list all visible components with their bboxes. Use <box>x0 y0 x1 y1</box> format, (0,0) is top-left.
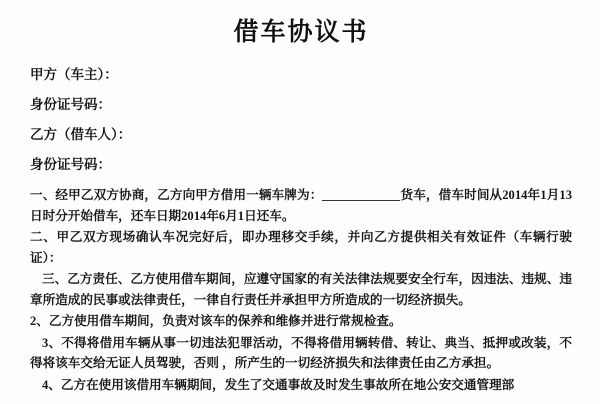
clause-6 <box>30 375 572 396</box>
clause-5-line-1: 3、不得将借用车辆从事一切违法犯罪活动，不得将借用辆转借、转让、典当、抵押或改装，不得将该车交给无证人员驾驶，否则 ，所产生的一切经济损失和法律责任由乙方承担。 <box>30 335 572 370</box>
clause-4 <box>30 311 572 332</box>
clause-3 <box>30 269 572 310</box>
party-b-id-label: 身份证号码： <box>30 157 111 172</box>
clause-2 <box>30 227 572 268</box>
clause-5 <box>30 333 572 374</box>
party-a-id-label: 身份证号码： <box>30 97 111 112</box>
clause-3-line-1: 三、乙方责任、乙方使用借车期间，应遵守国家的有关法律法规要安全行车，因违法、违规、违章所造成的民事或法律责任，一律自行责任并承担甲方所造成的一切经济损失。 <box>30 272 572 307</box>
clause-2-line-1: 二、甲乙双方现场确认车况完好后，即办理移交手续，并向乙方提供相关有效证件（车辆行驶证）： <box>30 230 572 265</box>
party-b-label: 乙方（借车人）： <box>30 127 132 142</box>
party-a-label: 甲方（车主）： <box>30 67 118 82</box>
clause-1-line-1: 一、经甲乙双方协商，乙方向甲方借用一辆车牌为： <box>30 188 323 202</box>
page-title: 借车协议书 <box>233 19 369 46</box>
clause-6-line-1: 4、乙方在使用该借用车辆期间，发生了交通事故及时发生事故所在地公安交通管理部 <box>42 377 515 392</box>
blank-field-plate-number[interactable] <box>322 200 400 201</box>
clause-4-line-1: 2、乙方使用借车期间，负责对该车的保养和维修并进行常规检查。 <box>30 314 402 328</box>
clause-1-line-2: 货车，借车时间从2014年1月13日时分开始借车，还车日期2014年6月1日还车。 <box>30 188 573 223</box>
clause-1 <box>30 185 572 226</box>
